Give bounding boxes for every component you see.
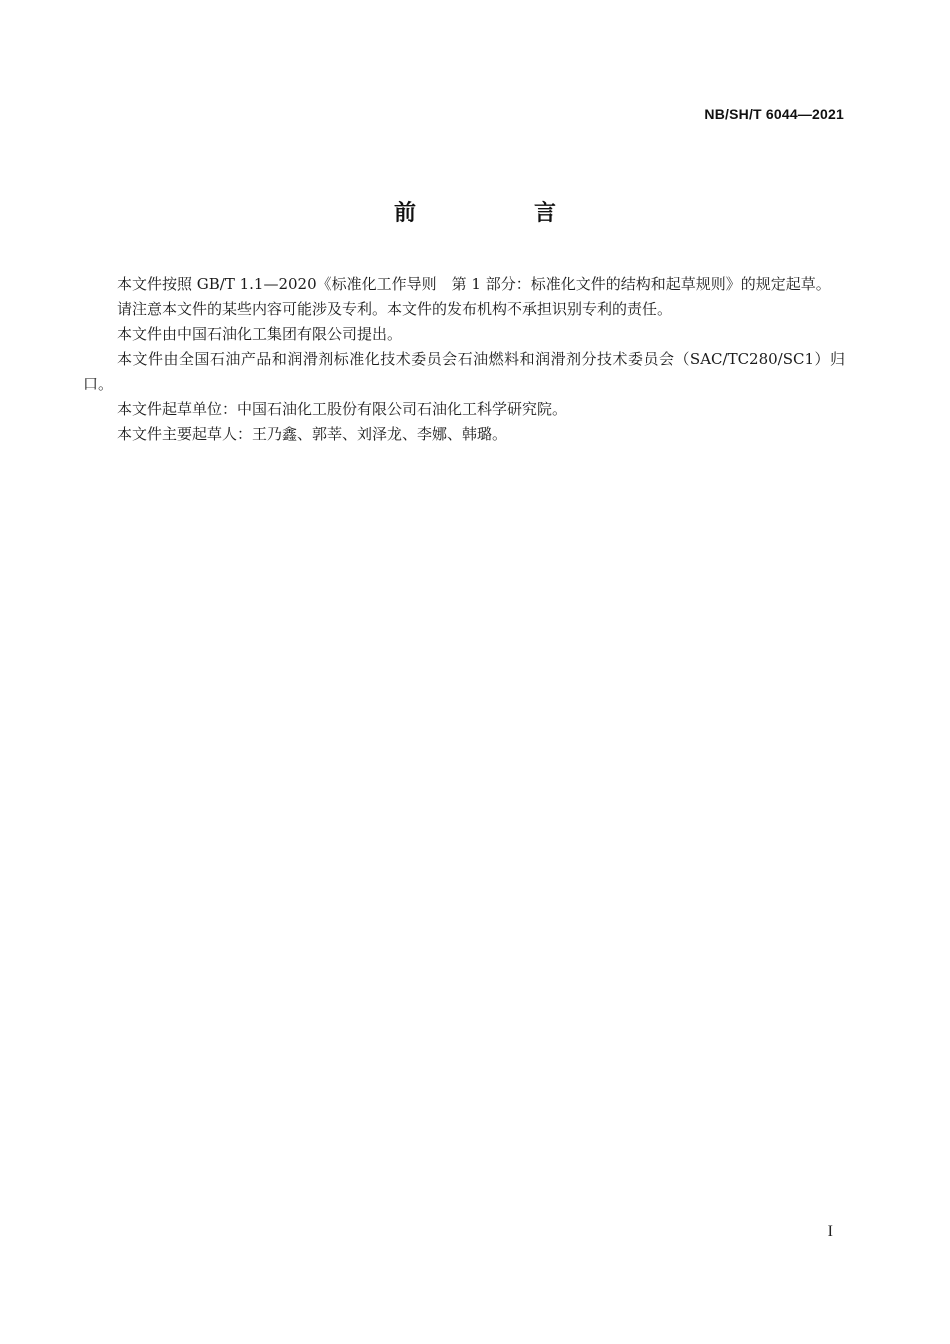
- paragraph-drafting-organization: 本文件起草单位：中国石油化工股份有限公司石油化工科学研究院。: [117, 400, 568, 418]
- paragraph-proposer: 本文件由中国石油化工集团有限公司提出。: [117, 325, 403, 343]
- foreword-body: [83, 272, 845, 447]
- paragraph-drafters: 本文件主要起草人：王乃鑫、郭莘、刘泽龙、李娜、韩璐。: [117, 425, 508, 443]
- standard-code: NB/SH/T 6044—2021: [704, 106, 844, 122]
- page-number: I: [827, 1223, 833, 1240]
- paragraph-patent-notice: 请注意本文件的某些内容可能涉及专利。本文件的发布机构不承担识别专利的责任。: [117, 300, 673, 318]
- paragraph-drafting-rules: 本文件按照 GB/T 1.1—2020《标准化工作导则 第 1 部分：标准化文件的结构和起草规则》的规定起草。: [117, 275, 831, 293]
- page-title: 前 言: [393, 201, 604, 226]
- paragraph-technical-committee: 本文件由全国石油产品和润滑剂标准化技术委员会石油燃料和润滑剂分技术委员会（SAC/TC280/SC1）归口。: [83, 350, 845, 393]
